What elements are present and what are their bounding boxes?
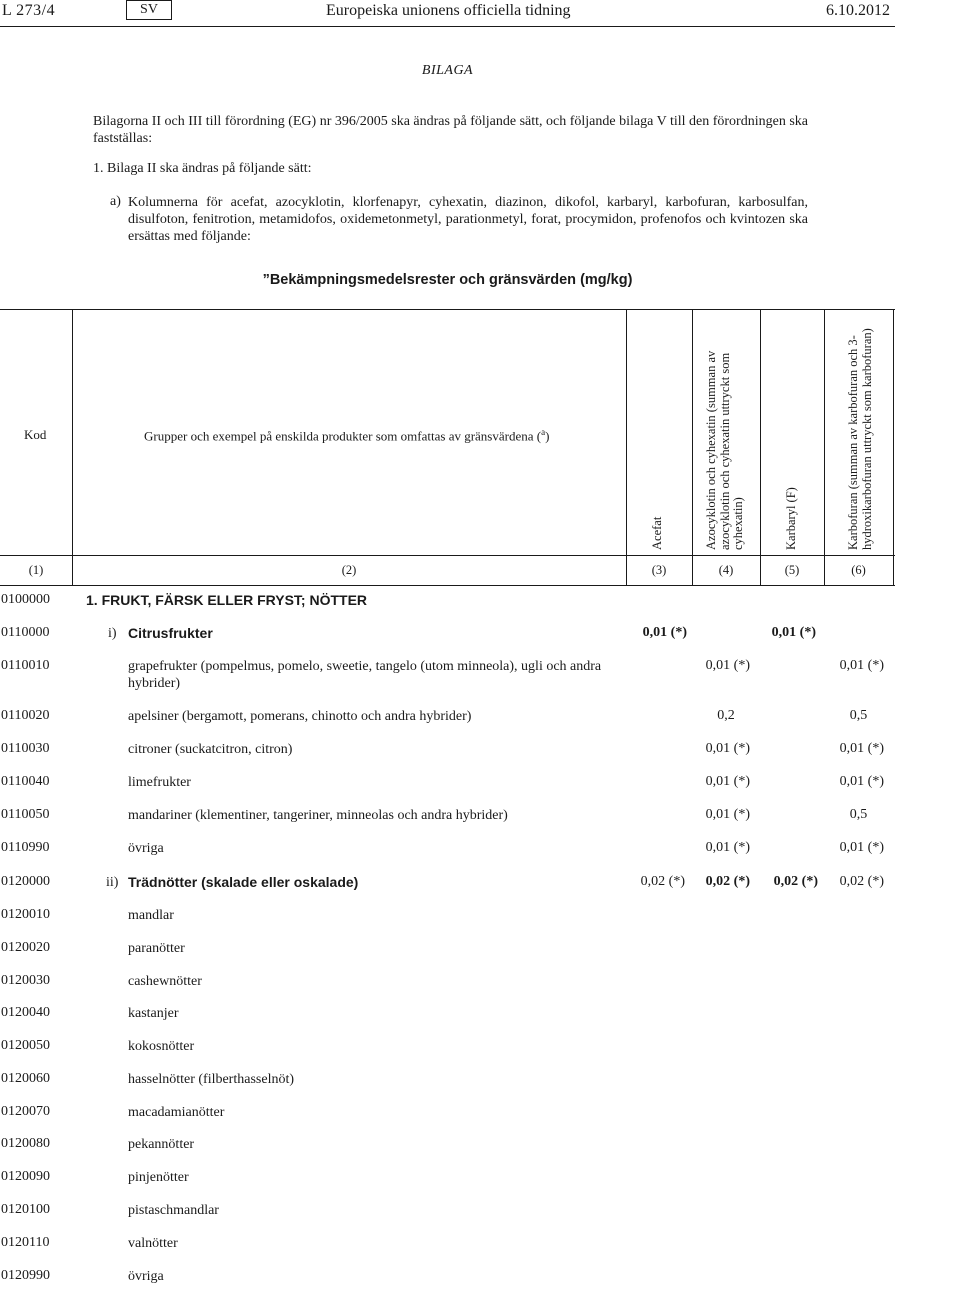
value-karbofuran: 0,01 (*): [839, 774, 884, 789]
col-header-azocyklotin: Azocyklotin och cyhexatin (summan av azocyklotin och cyhexatin uttryckt som cyhexatin): [704, 350, 745, 550]
row-desc: limefrukter: [128, 775, 191, 790]
language-badge: SV: [126, 0, 172, 20]
row-desc: kastanjer: [128, 1006, 179, 1021]
col-header-karbofuran: Karbofuran (summan av karbofuran och 3-hydroxikarbofuran uttryckt som karbofuran): [846, 328, 874, 550]
value-azocyklotin: 0,01 (*): [705, 807, 750, 822]
row-label: i): [108, 626, 117, 641]
value-acefat: 0,01 (*): [642, 625, 687, 640]
row-code: 0120100: [1, 1202, 50, 1217]
table-row: [0, 741, 895, 761]
col-header-acefat: Acefat: [650, 516, 664, 550]
header-rule: [0, 26, 895, 27]
value-karbaryl: 0,02 (*): [773, 874, 818, 889]
row-desc: Citrusfrukter: [128, 625, 213, 641]
col-divider-3: [692, 309, 693, 585]
value-azocyklotin: 0,01 (*): [705, 658, 750, 673]
table-row: [0, 807, 895, 827]
annex-title: BILAGA: [421, 63, 474, 78]
table-row: [0, 907, 895, 927]
row-code: 0110000: [1, 625, 50, 640]
value-karbofuran: 0,01 (*): [839, 658, 884, 673]
row-code: 0120070: [1, 1104, 50, 1119]
col-divider-4: [760, 309, 761, 585]
table-row: [0, 658, 895, 694]
item-a-label: a): [110, 194, 121, 209]
table-row: [0, 1235, 895, 1255]
row-code: 0110990: [1, 840, 50, 855]
row-code: 0120090: [1, 1169, 50, 1184]
col-header-kod: Kod: [24, 427, 47, 442]
row-desc: grapefrukter (pompelmus, pomelo, sweetie, tangelo (utom minneola), ugli och andra hybrider): [128, 659, 602, 691]
col-divider-5: [824, 309, 825, 585]
col-number-5: (5): [784, 563, 800, 577]
item-1: 1. Bilaga II ska ändras på följande sätt:: [93, 161, 312, 176]
row-desc: övriga: [128, 841, 164, 856]
col-number-4: (4): [718, 563, 734, 577]
value-karbofuran: 0,5: [849, 807, 868, 822]
col-number-2: (2): [341, 563, 357, 577]
value-azocyklotin: 0,02 (*): [705, 874, 750, 889]
row-desc: apelsiner (bergamott, pomerans, chinotto och andra hybrider): [128, 709, 472, 724]
table-row: [0, 1136, 895, 1156]
row-desc: citroner (suckatcitron, citron): [128, 742, 293, 757]
row-desc: mandlar: [128, 908, 174, 923]
row-desc: kokosnötter: [128, 1039, 195, 1054]
row-code: 0120020: [1, 940, 50, 955]
value-karbaryl: 0,01 (*): [771, 625, 816, 640]
table-title: ”Bekämpningsmedelsrester och gränsvärden (mg/kg): [262, 272, 633, 288]
table-row: [0, 1038, 895, 1058]
page-number: L 273/4: [2, 2, 56, 19]
row-code: 0110040: [1, 774, 50, 789]
value-acefat: 0,02 (*): [640, 874, 685, 889]
table-row: [0, 1202, 895, 1222]
row-desc: pistaschmandlar: [128, 1203, 219, 1218]
col-header-groups: Grupper och exempel på enskilda produkter som omfattas av gränsvärdena ($^a$): [144, 427, 550, 444]
row-code: 0110020: [1, 708, 50, 723]
row-desc: pekannötter: [128, 1137, 195, 1152]
row-code: 0120040: [1, 1005, 50, 1020]
row-desc: övriga: [128, 1269, 164, 1284]
col-number-3: (3): [651, 563, 667, 577]
col-header-karbaryl: Karbaryl (F): [784, 487, 798, 550]
row-code: 0120030: [1, 973, 50, 988]
table-row: [0, 592, 895, 612]
row-desc: paranötter: [128, 941, 185, 956]
table-row: [0, 840, 895, 860]
row-code: 0120990: [1, 1268, 50, 1283]
value-azocyklotin: 0,01 (*): [705, 774, 750, 789]
row-code: 0110050: [1, 807, 50, 822]
table-row: [0, 940, 895, 960]
table-row: [0, 973, 895, 993]
row-code: 0120080: [1, 1136, 50, 1151]
table-row: [0, 1268, 895, 1288]
table-row: [0, 1071, 895, 1091]
value-karbofuran: 0,01 (*): [839, 741, 884, 756]
col-divider-2: [626, 309, 627, 585]
table-row: [0, 1104, 895, 1124]
value-azocyklotin: 0,01 (*): [705, 840, 750, 855]
col-divider-1: [72, 309, 73, 585]
row-desc: pinjenötter: [128, 1170, 189, 1185]
publication-date: 6.10.2012: [826, 2, 890, 19]
row-code: 0100000: [1, 592, 50, 607]
table-row: [0, 774, 895, 794]
row-label: ii): [106, 875, 119, 890]
row-desc: hasselnötter (filberthasselnöt): [128, 1072, 295, 1087]
row-desc: mandariner (klementiner, tangeriner, minneolas och andra hybrider): [128, 808, 508, 823]
intro-paragraph: Bilagorna II och III till förordning (EG) nr 396/2005 ska ändras på följande sätt, och följande bilaga V till den förordningen ska fastställas:: [93, 114, 808, 146]
table-row: [0, 625, 895, 645]
row-desc: macadamianötter: [128, 1105, 225, 1120]
row-code: 0120010: [1, 907, 50, 922]
row-desc: valnötter: [128, 1236, 178, 1251]
table-row: [0, 874, 895, 894]
table-row: [0, 1005, 895, 1025]
value-azocyklotin: 0,01 (*): [705, 741, 750, 756]
row-code: 0110010: [1, 658, 50, 673]
item-a-text: Kolumnerna för acefat, azocyklotin, klorfenapyr, cyhexatin, diazinon, dikofol, karbaryl, karbofuran, karbosulfan, disulfoton, fenitrotion, metamidofos, oxidemetonmetyl, parationmetyl, forat, procymidon, profenofos och kvintozen ska ersättas med följande:: [128, 195, 808, 244]
table-row: [0, 708, 895, 728]
table-row: [0, 1169, 895, 1189]
row-code: 0120060: [1, 1071, 50, 1086]
value-karbofuran: 0,01 (*): [839, 840, 884, 855]
value-karbofuran: 0,5: [849, 708, 868, 723]
col-number-6: (6): [851, 563, 866, 577]
row-desc: Trädnötter (skalade eller oskalade): [128, 874, 359, 890]
colnum-bottom-rule: [0, 585, 895, 586]
col-divider-6: [893, 309, 894, 585]
row-desc: cashewnötter: [128, 974, 202, 989]
row-code: 0120000: [1, 874, 50, 889]
value-karbofuran: 0,02 (*): [839, 874, 884, 889]
row-code: 0120050: [1, 1038, 50, 1053]
col-number-1: (1): [28, 563, 44, 577]
row-code: 0110030: [1, 741, 50, 756]
journal-title: Europeiska unionens officiella tidning: [326, 2, 571, 19]
row-desc: 1. FRUKT, FÄRSK ELLER FRYST; NÖTTER: [86, 592, 368, 608]
value-azocyklotin: 0,2: [717, 708, 735, 723]
row-code: 0120110: [1, 1235, 50, 1250]
